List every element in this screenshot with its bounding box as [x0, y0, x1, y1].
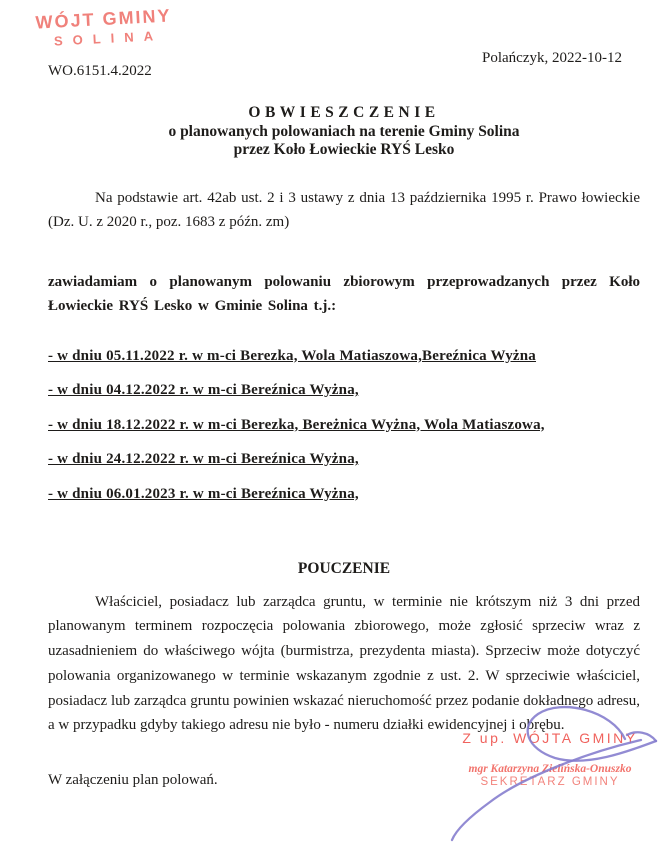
pouczenie-heading: POUCZENIE — [297, 559, 391, 577]
document-title — [48, 104, 640, 160]
place-and-date: Polańczyk, 2022-10-12 — [482, 50, 622, 66]
hunt-dates-list — [48, 346, 640, 504]
office-stamp-line1: WÓJT GMINY — [35, 5, 172, 33]
pouczenie-paragraph: Właściciel, posiadacz lub zarządca gruntu, w terminie nie krótszym niż 3 dni przed planowanym terminem rozpoczęcia polowania zbiorowego, może zgłosić sprzeciw wraz z uzasadnieniem do właściwego wójta (burmistrza, prezydenta miasta). Sprzeciw może dotyczyć polowania organizowanego w terminie wskazanym zgodnie z ust. 2. W sprzeciwie właściciel, posiadacz lub zarządca gruntu powinien wskazać nieruchomość przez podanie dokładnego adresu, a w przypadku gdyby takiego adresu nie było - numeru działki ewidencyjnej i obrębu. — [48, 593, 640, 734]
legal-basis-paragraph: Na podstawie art. 42ab ust. 2 i 3 ustawy z dnia 13 października 1995 r. Prawo łowieckie (Dz. U. z 2020 r., poz. 1683 z późn. zm) — [48, 189, 640, 230]
office-stamp-line2: SOLINA — [53, 27, 164, 49]
hunt-date-item: - w dniu 24.12.2022 r. w m-ci Bereźnica Wyżna, — [48, 451, 359, 467]
signature-stamp-authority: Z up. WÓJTA GMINY — [462, 730, 638, 746]
reference-number: WO.6151.4.2022 — [48, 63, 152, 79]
title-line3: przez Koło Łowieckie RYŚ Lesko — [233, 141, 455, 158]
signature-stamp-role: SEKRETARZ GMINY — [480, 776, 620, 788]
title-line1: OBWIESZCZENIE — [248, 104, 440, 121]
attachment-note: W załączeniu plan polowań. — [48, 772, 218, 789]
signature-stamp — [440, 730, 660, 788]
hunt-date-item: - w dniu 06.01.2023 r. w m-ci Bereźnica Wyżna, — [48, 485, 359, 502]
signature-stamp-name: mgr Katarzyna Zielińska-Onuszko — [468, 763, 632, 775]
title-line2: o planowanych polowaniach na terenie Gminy Solina — [168, 122, 520, 140]
hunt-date-item: - w dniu 05.11.2022 r. w m-ci Berezka, Wola Matiaszowa,Bereźnica Wyżna — [48, 347, 537, 364]
hunt-date-item: - w dniu 18.12.2022 r. w m-ci Berezka, Bereżnica Wyżna, Wola Matiaszowa, — [48, 416, 545, 433]
notice-paragraph: zawiadamiam o planowanym polowaniu zbiorowym przeprowadzanych przez Koło Łowieckie RYŚ Lesko w Gminie Solina t.j.: — [48, 273, 640, 314]
hunt-date-item: - w dniu 04.12.2022 r. w m-ci Bereźnica Wyżna, — [48, 382, 359, 398]
